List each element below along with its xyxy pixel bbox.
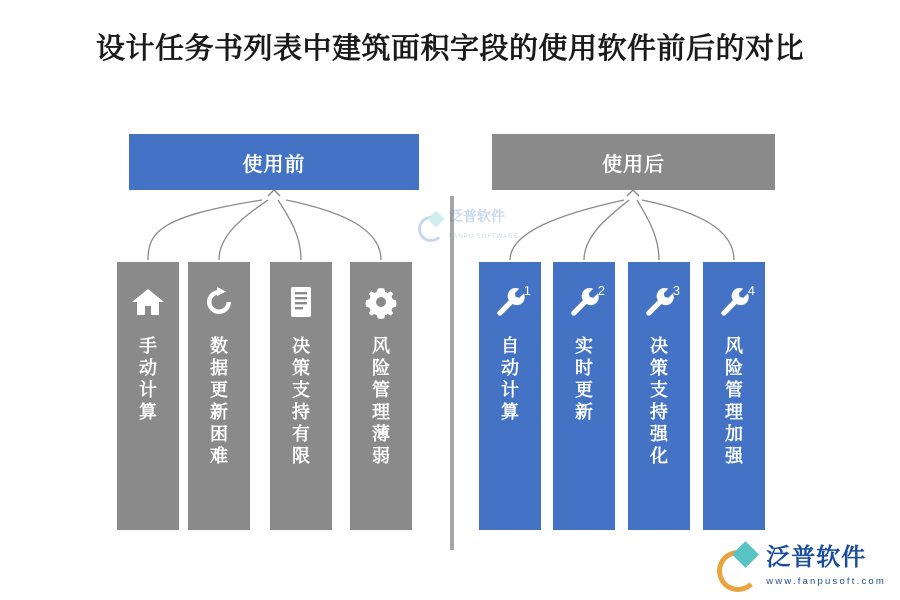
group-divider	[450, 196, 454, 550]
center-watermark	[418, 209, 548, 243]
card-label: 决策支持强化	[650, 336, 668, 466]
card-label: 实时更新	[575, 336, 593, 422]
card-after-3[interactable]	[628, 262, 690, 530]
wrench-icon	[628, 282, 690, 322]
card-number: 1	[523, 283, 531, 298]
card-before-1[interactable]	[117, 262, 179, 530]
card-label: 数据更新困难	[210, 336, 228, 466]
wrench-icon	[553, 282, 615, 322]
card-number: 2	[597, 283, 605, 298]
document-icon	[270, 282, 332, 322]
card-label: 风险管理加强	[725, 336, 743, 466]
brand-name-cn: 泛普软件	[766, 543, 867, 571]
card-label: 决策支持有限	[292, 336, 310, 466]
brand-logo	[717, 545, 886, 588]
header-before: 使用前	[129, 134, 419, 190]
home-icon	[117, 282, 179, 322]
card-after-2[interactable]	[553, 262, 615, 530]
card-label: 自动计算	[501, 336, 519, 422]
card-label: 手动计算	[139, 336, 157, 422]
wrench-icon	[479, 282, 541, 322]
card-after-1[interactable]	[479, 262, 541, 530]
wrench-icon	[703, 282, 765, 322]
refresh-icon	[188, 282, 250, 322]
card-number: 4	[747, 283, 755, 298]
header-after: 使用后	[492, 134, 775, 190]
brand-url: www.fanpusoft.com	[766, 575, 886, 587]
watermark-brand-cn: 泛普软件	[449, 208, 505, 225]
card-before-2[interactable]	[188, 262, 250, 530]
card-label: 风险管理薄弱	[372, 336, 390, 466]
brand-mark-icon	[717, 545, 759, 587]
card-after-4[interactable]	[703, 262, 765, 530]
page-title: 设计任务书列表中建筑面积字段的使用软件前后的对比	[95, 33, 804, 65]
brand-mark-icon	[418, 213, 444, 239]
gear-icon	[350, 282, 412, 322]
card-before-4[interactable]	[350, 262, 412, 530]
card-before-3[interactable]	[270, 262, 332, 530]
watermark-brand-en: FANPU SOFTWARE	[449, 234, 519, 240]
card-number: 3	[672, 283, 680, 298]
